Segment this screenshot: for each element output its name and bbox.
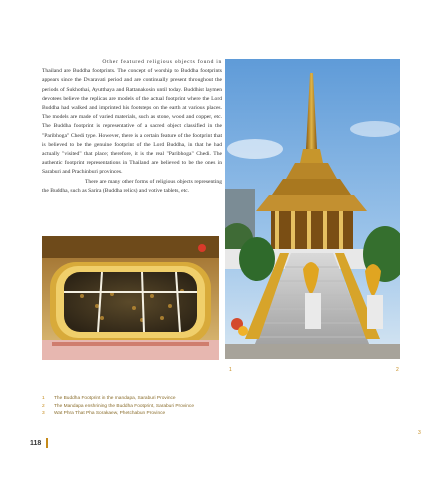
caption-text: The Buddha Footprint in the mandapa, Saraburi Province <box>54 396 176 401</box>
caption-number: 2 <box>42 403 45 409</box>
paragraph-1-lead: Other featured religious objects found in <box>102 59 222 65</box>
article-paragraph-1 <box>42 58 222 178</box>
photo-number-2: 2 <box>396 367 399 373</box>
article-body <box>42 58 222 196</box>
photo-captions <box>42 395 302 418</box>
caption-number: 3 <box>42 411 45 417</box>
caption-item <box>42 403 302 411</box>
page-number: 118 <box>30 440 42 447</box>
page-number-bar <box>46 438 48 448</box>
mandapa-illustration <box>225 59 400 359</box>
caption-number: 1 <box>42 396 45 401</box>
photo-number-1: 1 <box>229 367 232 373</box>
footprint-illustration <box>42 236 219 360</box>
caption-item <box>42 410 302 418</box>
mandapa-photo <box>225 59 400 359</box>
caption-item <box>42 395 302 403</box>
caption-text: The Mandapa enshrining the Buddha Footprint, Saraburi Province <box>54 403 194 409</box>
footprint-photo <box>42 236 219 360</box>
photo-number-3: 3 <box>418 430 421 436</box>
article-paragraph-2: There are many other forms of religious objects representing the Buddha, such as Sarira (Buddha relics) and votive tablets, etc. <box>42 178 222 194</box>
caption-text: Wat Phra That Pha Sorakaew, Phetchabun Province <box>54 411 166 417</box>
paragraph-1-text: Thailand are Buddha footprints. The concept of worship to Buddha footprints appears since the Dvaravati period and are continually present throughout the periods of Sukhothai, Ayutthaya and Rattanakosin until today. Buddhist laymen devotees believe the replicas are models of the actual footprint where the Lord Buddha had walked and imprinted his footsteps on the earth at various places. The models are made of varied materials, such as stone, wood and copper, etc. The Buddha footprint is representative of a sacred object classified in the "Paribhoga" Chedi type. However, there is a certain feature of the footprint that is believed to be the genuine footprint of the Lord Buddha, in that he had actually "visited" that place; therefore, it is the real "Paribhoga" Chedi. The authentic footprint representations in Thailand are believed to be the ones in Saraburi and Prachinburi provinces. <box>42 68 222 176</box>
